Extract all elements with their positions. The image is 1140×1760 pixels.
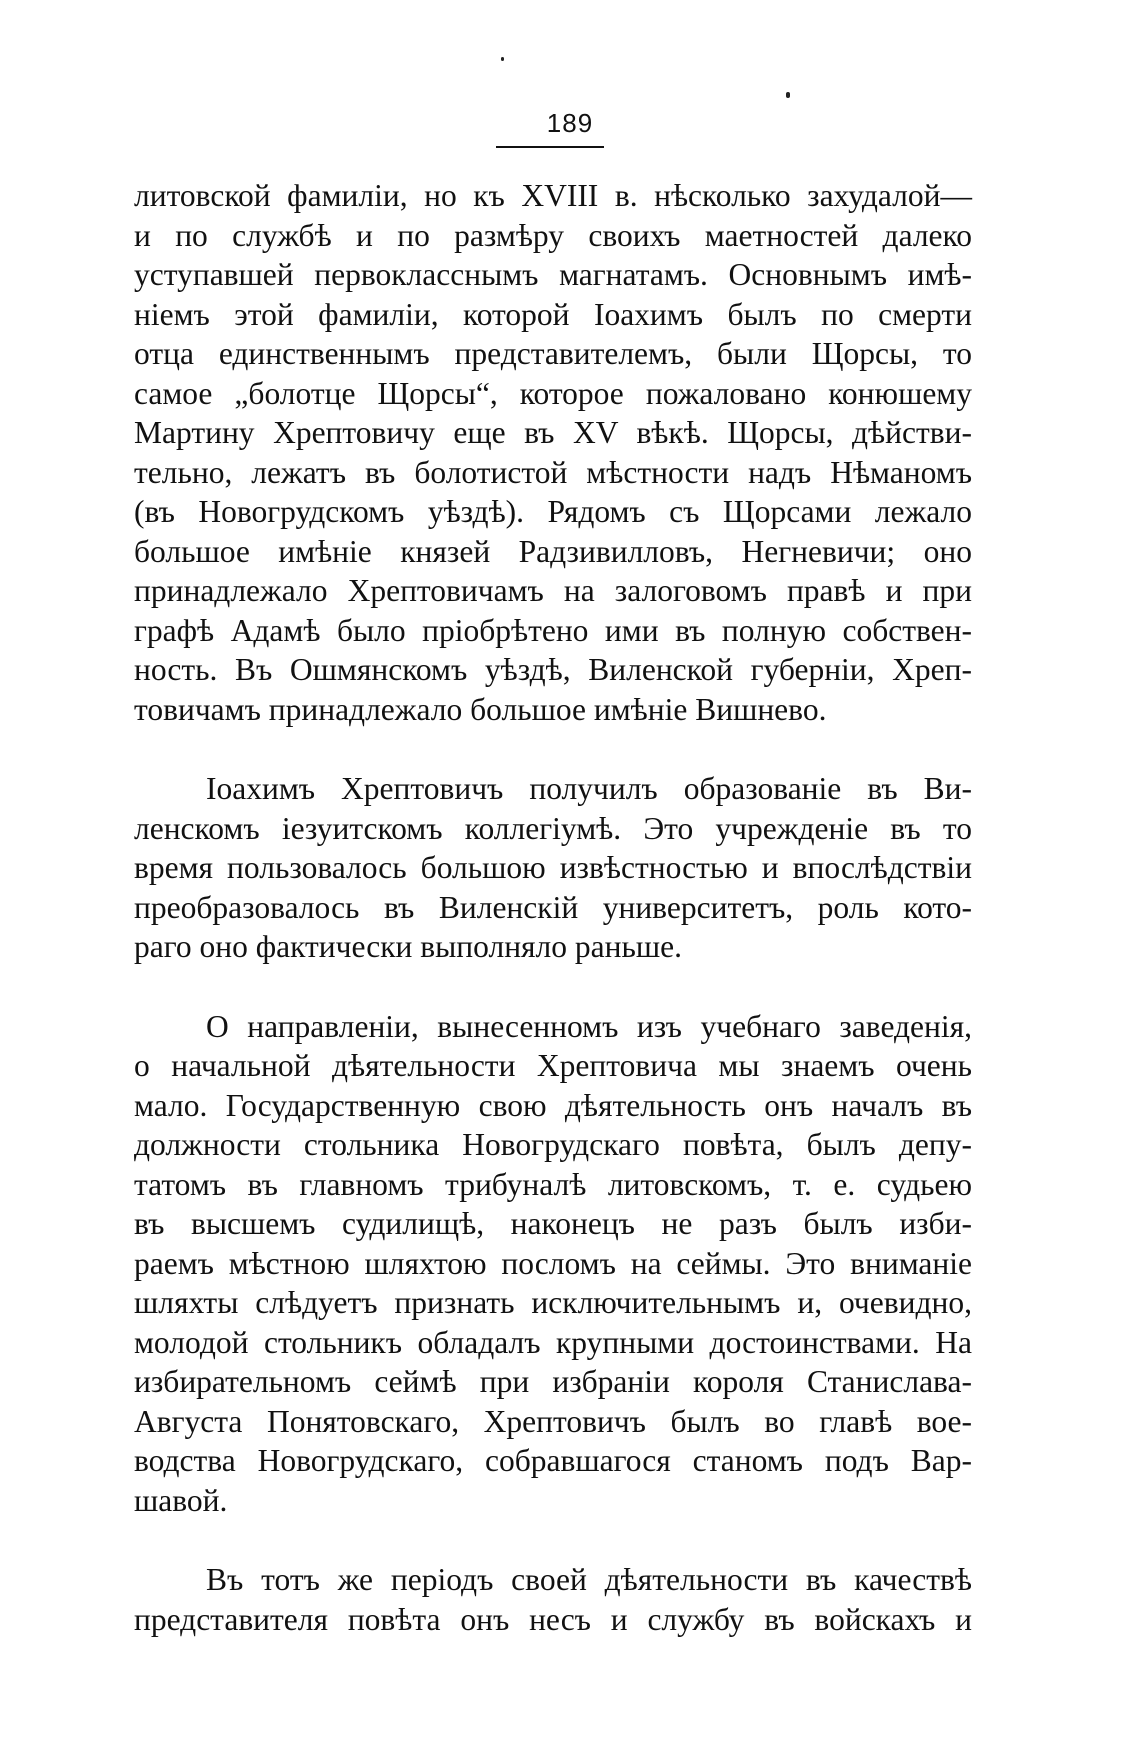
text-line: раго оно фактически выполняло раньше. bbox=[134, 929, 682, 964]
paragraph-2 bbox=[134, 769, 972, 967]
page-number: 189 bbox=[546, 108, 594, 138]
text-line: ность. Въ Ошмянскомъ уѣздѣ, Виленской губерніи, Хреп- bbox=[134, 652, 972, 687]
print-speck bbox=[501, 57, 504, 61]
text-line: водства Новогрудскаго, собравшагося станомъ подъ Вар- bbox=[134, 1443, 972, 1478]
page-number-rule bbox=[496, 146, 604, 148]
paragraph-4 bbox=[134, 1560, 972, 1639]
text-line: ленскомъ іезуитскомъ коллегіумѣ. Это учрежденіе въ то bbox=[134, 810, 972, 846]
text-line: ніемъ этой фамиліи, которой Іоахимъ былъ по смерти bbox=[134, 296, 972, 332]
paragraph-3 bbox=[134, 1007, 972, 1521]
text-line: уступавшей первокласснымъ магнатамъ. Основнымъ имѣ- bbox=[134, 257, 972, 292]
text-line: избирательномъ сеймѣ при избраніи короля Станислава- bbox=[134, 1364, 972, 1399]
text-line: отца единственнымъ представителемъ, были Щорсы, то bbox=[134, 336, 972, 371]
text-line: должности стольника Новогрудскаго повѣта, былъ депу- bbox=[134, 1127, 972, 1162]
text-line: о начальной дѣятельности Хрептовича мы знаемъ очень bbox=[134, 1048, 972, 1083]
paragraph-gap bbox=[134, 1520, 972, 1560]
text-line: и по службѣ и по размѣру своихъ маетностей далеко bbox=[134, 217, 972, 253]
text-line: большое имѣніе князей Радзивилловъ, Негневичи; оно bbox=[134, 533, 972, 569]
text-line: литовской фамиліи, но къ XVIII в. нѣсколько захудалой— bbox=[134, 178, 972, 213]
text-line: О направленіи, вынесенномъ изъ учебнаго заведенія, bbox=[206, 1008, 972, 1044]
text-line: въ высшемъ судилищѣ, наконецъ не разъ былъ изби- bbox=[134, 1206, 972, 1241]
text-line: представителя повѣта онъ несъ и службу въ войскахъ и bbox=[134, 1601, 972, 1637]
text-line: время пользовалось большою извѣстностью и впослѣдствіи bbox=[134, 850, 972, 885]
text-line: Іоахимъ Хрептовичъ получилъ образованіе въ Ви- bbox=[206, 771, 972, 806]
text-line: (въ Новогрудскомъ уѣздѣ). Рядомъ съ Щорсами лежало bbox=[134, 494, 972, 529]
text-line: Въ тотъ же періодъ своей дѣятельности въ качествѣ bbox=[206, 1562, 972, 1597]
text-line: Мартину Хрептовичу еще въ XV вѣкѣ. Щорсы, дѣйстви- bbox=[134, 415, 972, 450]
text-line: самое „болотце Щорсы“, которое пожаловано конюшему bbox=[134, 375, 972, 411]
paragraph-gap bbox=[134, 967, 972, 1007]
text-line: Августа Понятовскаго, Хрептовичъ былъ во главѣ вое- bbox=[134, 1403, 972, 1439]
text-line: преобразовалось въ Виленскій университетъ, роль кото- bbox=[134, 889, 972, 925]
text-line: шляхты слѣдуетъ признать исключительнымъ и, очевидно, bbox=[134, 1285, 972, 1320]
text-line: раемъ мѣстною шляхтою посломъ на сеймы. Это вниманіе bbox=[134, 1245, 972, 1281]
text-line: принадлежало Хрептовичамъ на залоговомъ правѣ и при bbox=[134, 573, 972, 608]
text-line: графѣ Адамѣ было пріобрѣтено ими въ полную собствен- bbox=[134, 612, 972, 648]
text-line: тельно, лежатъ въ болотистой мѣстности надъ Нѣманомъ bbox=[134, 454, 972, 490]
text-line: товичамъ принадлежало большое имѣніе Вишнево. bbox=[134, 691, 827, 727]
page-body bbox=[134, 176, 972, 1639]
text-line: шавой. bbox=[134, 1482, 228, 1518]
paragraph-1 bbox=[134, 176, 972, 729]
print-speck bbox=[786, 92, 790, 98]
paragraph-gap bbox=[134, 729, 972, 769]
text-line: татомъ въ главномъ трибуналѣ литовскомъ, т. е. судьею bbox=[134, 1166, 972, 1202]
text-line: мало. Государственную свою дѣятельность онъ началъ въ bbox=[134, 1087, 972, 1123]
text-line: молодой стольникъ обладалъ крупными достоинствами. На bbox=[134, 1324, 972, 1360]
